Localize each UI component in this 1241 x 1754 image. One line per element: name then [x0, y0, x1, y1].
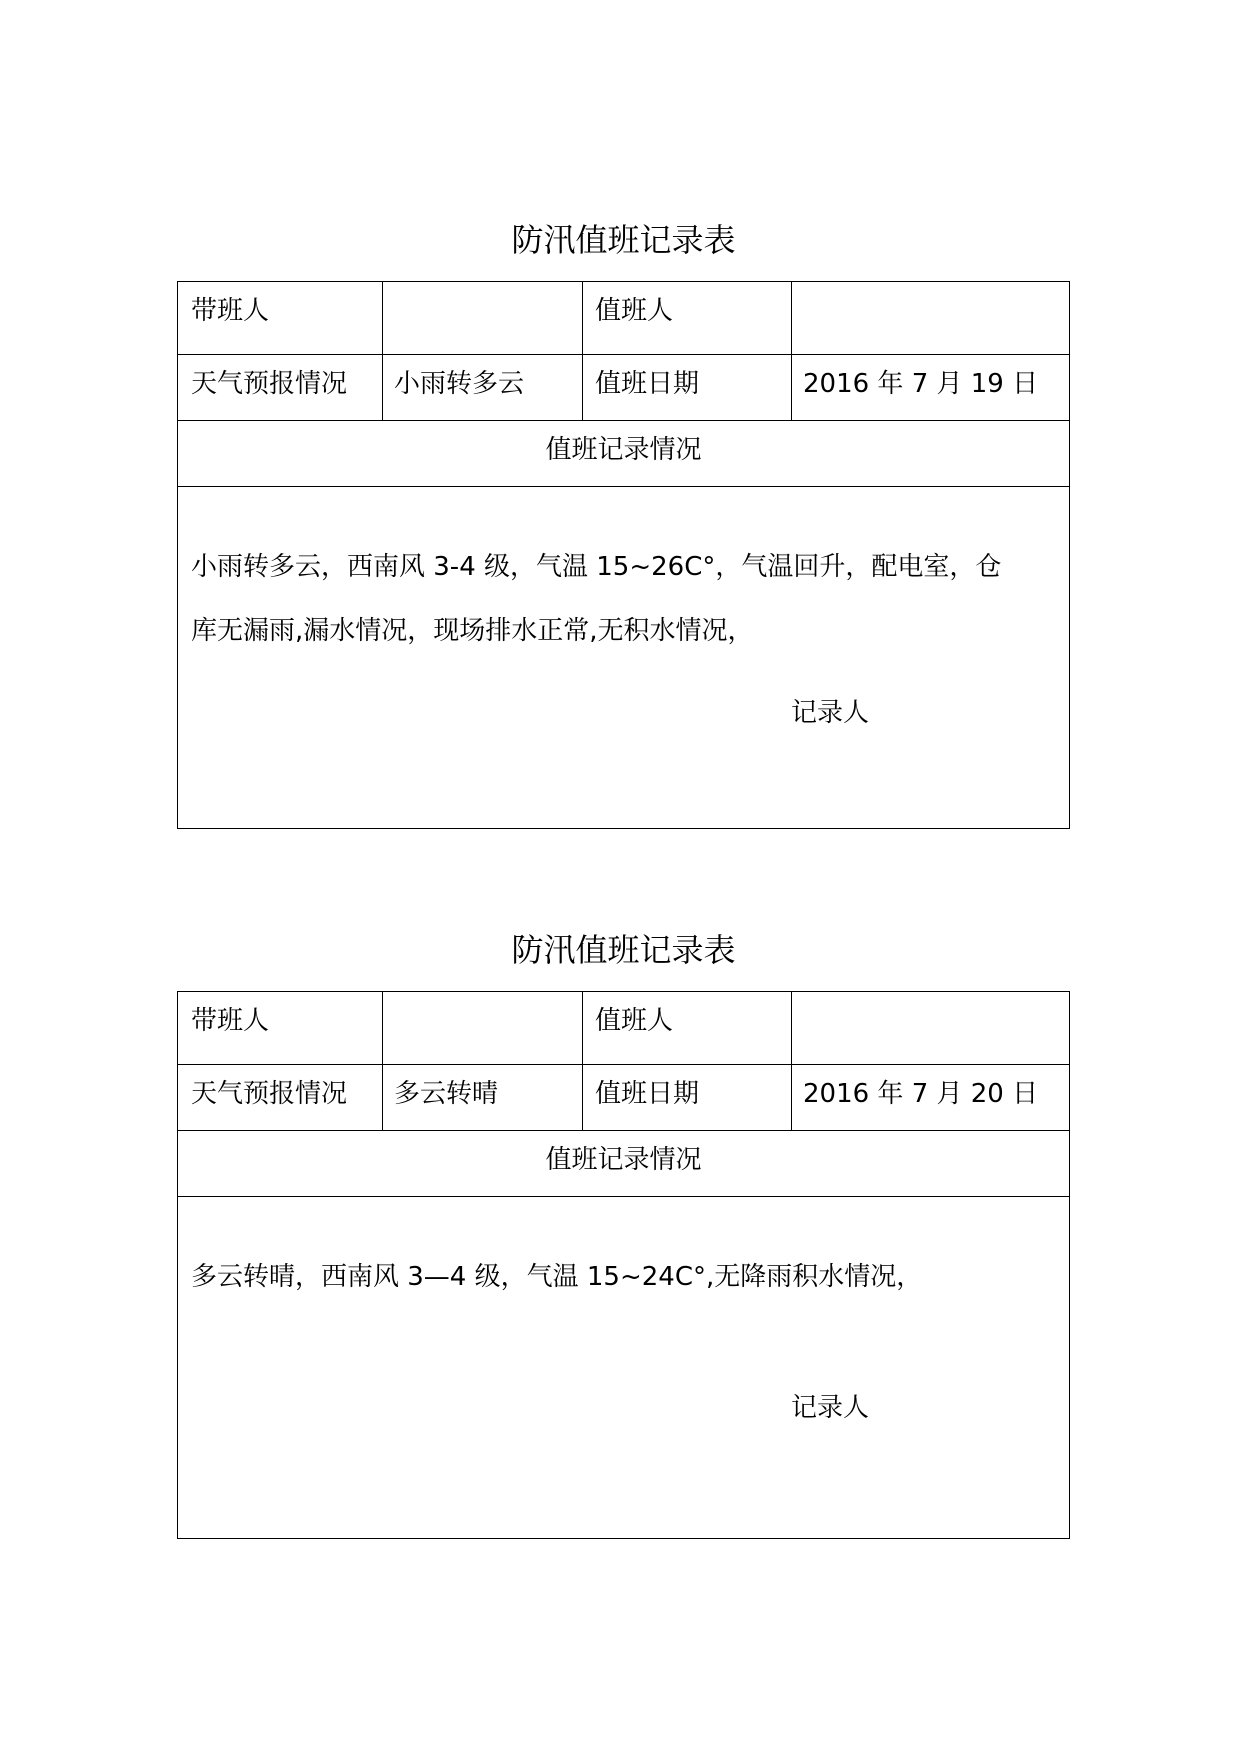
- date-label: 值班日期: [583, 355, 792, 420]
- table-row-weather-date: [178, 355, 1069, 421]
- on-duty-value: [792, 992, 1069, 1064]
- record-table: [177, 281, 1070, 829]
- date-value: 2016 年 7 月 20 日: [803, 1079, 1039, 1109]
- leader-value: [383, 282, 583, 354]
- leader-label: 带班人: [178, 282, 383, 354]
- record-table: [177, 991, 1070, 1539]
- table-row-section-header: [178, 1131, 1069, 1197]
- weather-value: 多云转晴: [383, 1065, 583, 1130]
- recorder-label: 记录人: [791, 698, 870, 728]
- table-row-record-body: [178, 1197, 1069, 1538]
- record-text: [191, 535, 1061, 663]
- form-title: 防汛值班记录表: [511, 221, 736, 259]
- weather-label: 天气预报情况: [178, 1065, 383, 1130]
- leader-label: 带班人: [178, 992, 383, 1064]
- on-duty-label: 值班人: [583, 282, 792, 354]
- form-title: 防汛值班记录表: [511, 931, 736, 969]
- record-section-label: 值班记录情况: [545, 1145, 702, 1175]
- record-section-label: 值班记录情况: [545, 435, 702, 465]
- date-value: 2016 年 7 月 19 日: [803, 369, 1039, 399]
- record-line: 小雨转多云，西南风 3-4 级，气温 15~26C°，气温回升，配电室，仓: [191, 552, 1002, 582]
- on-duty-label: 值班人: [583, 992, 792, 1064]
- table-row-weather-date: [178, 1065, 1069, 1131]
- record-text: [191, 1245, 1061, 1309]
- table-row-record-body: [178, 487, 1069, 828]
- table-row-staff: [178, 282, 1069, 355]
- recorder-label: 记录人: [791, 1393, 870, 1423]
- weather-label: 天气预报情况: [178, 355, 383, 420]
- table-row-section-header: [178, 421, 1069, 487]
- on-duty-value: [792, 282, 1069, 354]
- table-row-staff: [178, 992, 1069, 1065]
- record-line: 库无漏雨,漏水情况，现场排水正常,无积水情况，: [191, 616, 754, 646]
- weather-value: 小雨转多云: [383, 355, 583, 420]
- record-line: 多云转晴，西南风 3—4 级，气温 15~24C°,无降雨积水情况，: [191, 1262, 923, 1292]
- date-label: 值班日期: [583, 1065, 792, 1130]
- leader-value: [383, 992, 583, 1064]
